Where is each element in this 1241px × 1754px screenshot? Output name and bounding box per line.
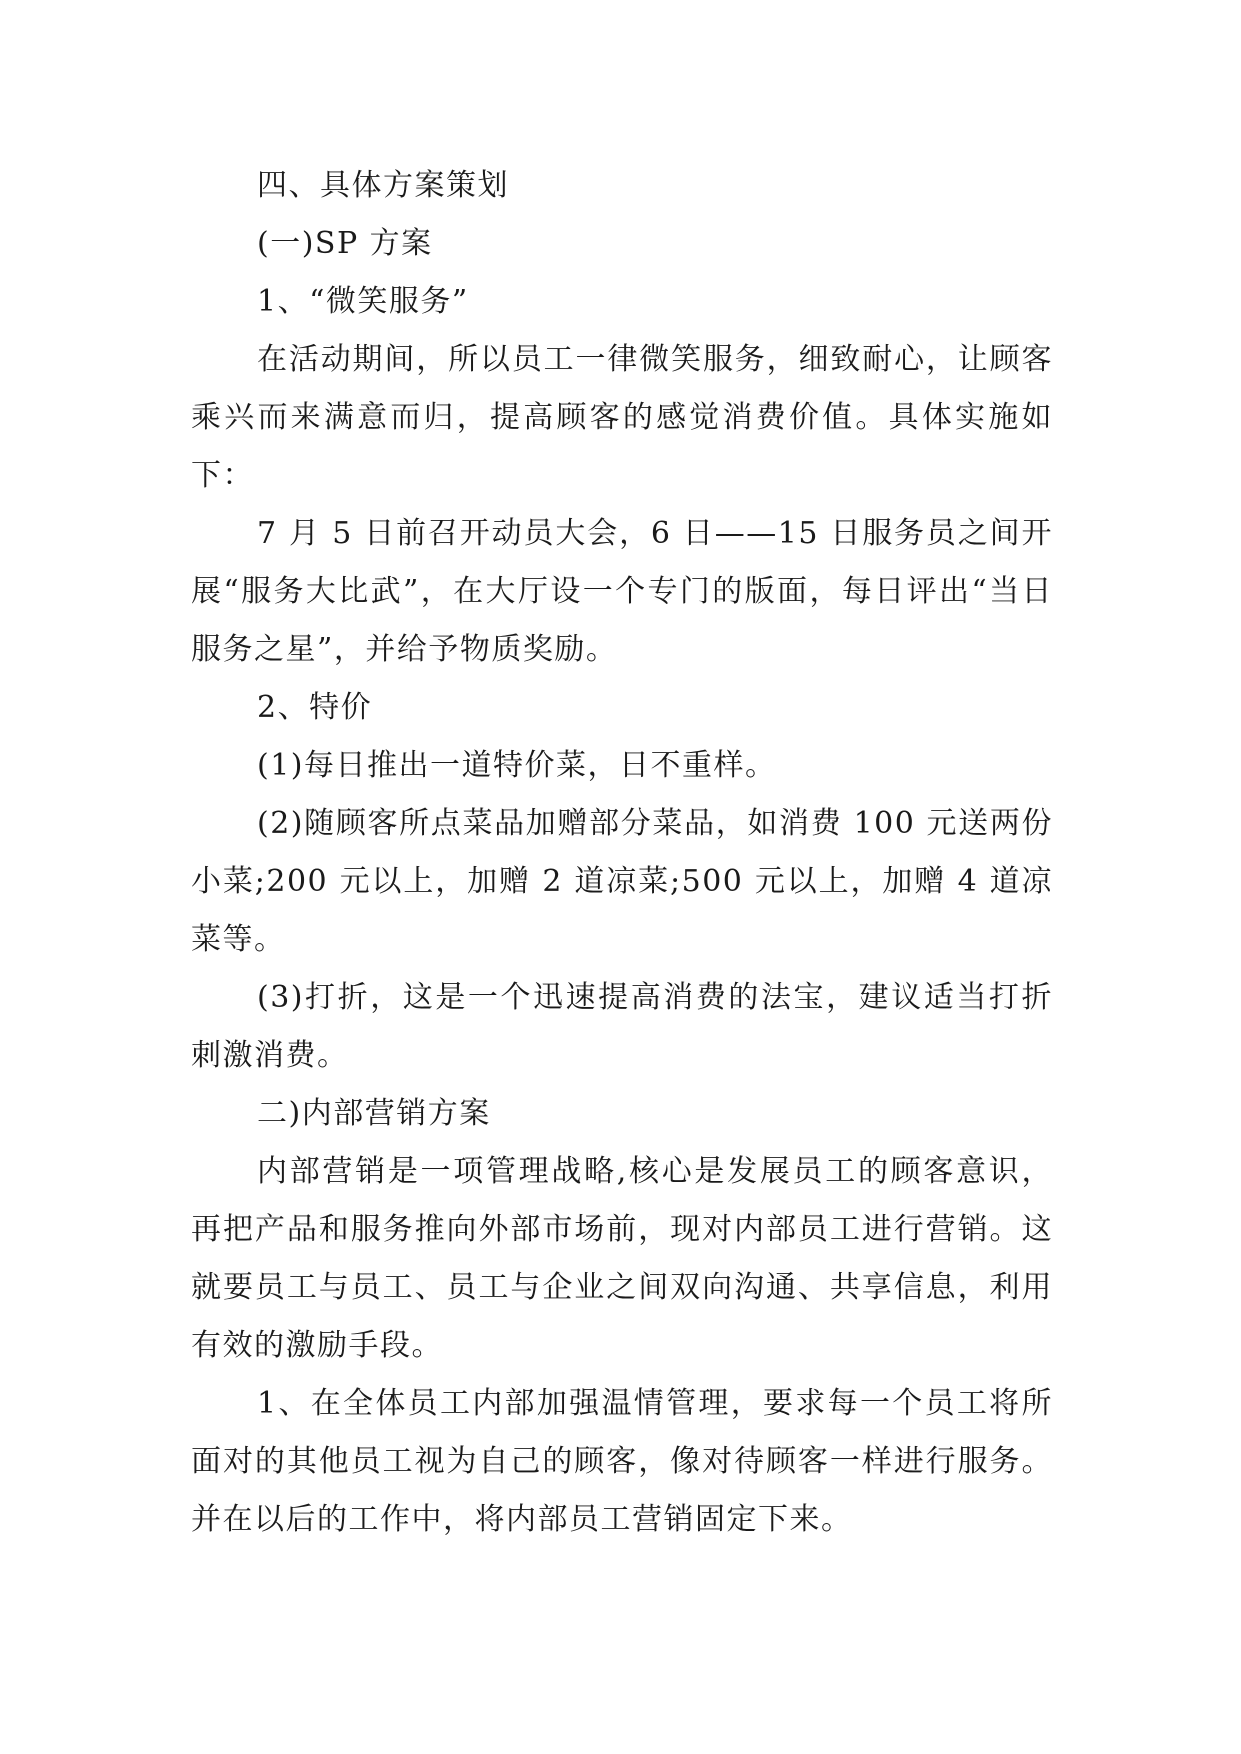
body-paragraph: (2)随顾客所点菜品加赠部分菜品，如消费 100 元送两份小菜;200 元以上，加赠 2 道凉菜;500 元以上，加赠 4 道凉菜等。 — [191, 806, 1053, 957]
document-body — [191, 157, 1053, 1549]
section-heading: 四、具体方案策划 — [257, 168, 509, 203]
body-paragraph: (1)每日推出一道特价菜，日不重样。 — [257, 748, 777, 783]
subsection-heading: (一)SP 方案 — [257, 226, 433, 261]
item-heading: 1、“微笑服务” — [257, 284, 469, 319]
body-paragraph: 1、在全体员工内部加强温情管理，要求每一个员工将所面对的其他员工视为自己的顾客，像对待顾客一样进行服务。并在以后的工作中，将内部员工营销固定下来。 — [191, 1386, 1053, 1537]
item-heading: 2、特价 — [257, 690, 373, 725]
body-paragraph: 在活动期间，所以员工一律微笑服务，细致耐心，让顾客乘兴而来满意而归，提高顾客的感觉消费价值。具体实施如下： — [191, 342, 1053, 493]
body-paragraph: 7 月 5 日前召开动员大会，6 日——15 日服务员之间开展“服务大比武”，在大厅设一个专门的版面，每日评出“当日服务之星”，并给予物质奖励。 — [191, 516, 1053, 667]
body-paragraph: (3)打折，这是一个迅速提高消费的法宝，建议适当打折刺激消费。 — [191, 980, 1053, 1073]
subsection-heading: 二)内部营销方案 — [257, 1096, 491, 1131]
body-paragraph: 内部营销是一项管理战略,核心是发展员工的顾客意识，再把产品和服务推向外部市场前，现对内部员工进行营销。这就要员工与员工、员工与企业之间双向沟通、共享信息，利用有效的激励手段。 — [191, 1154, 1053, 1363]
